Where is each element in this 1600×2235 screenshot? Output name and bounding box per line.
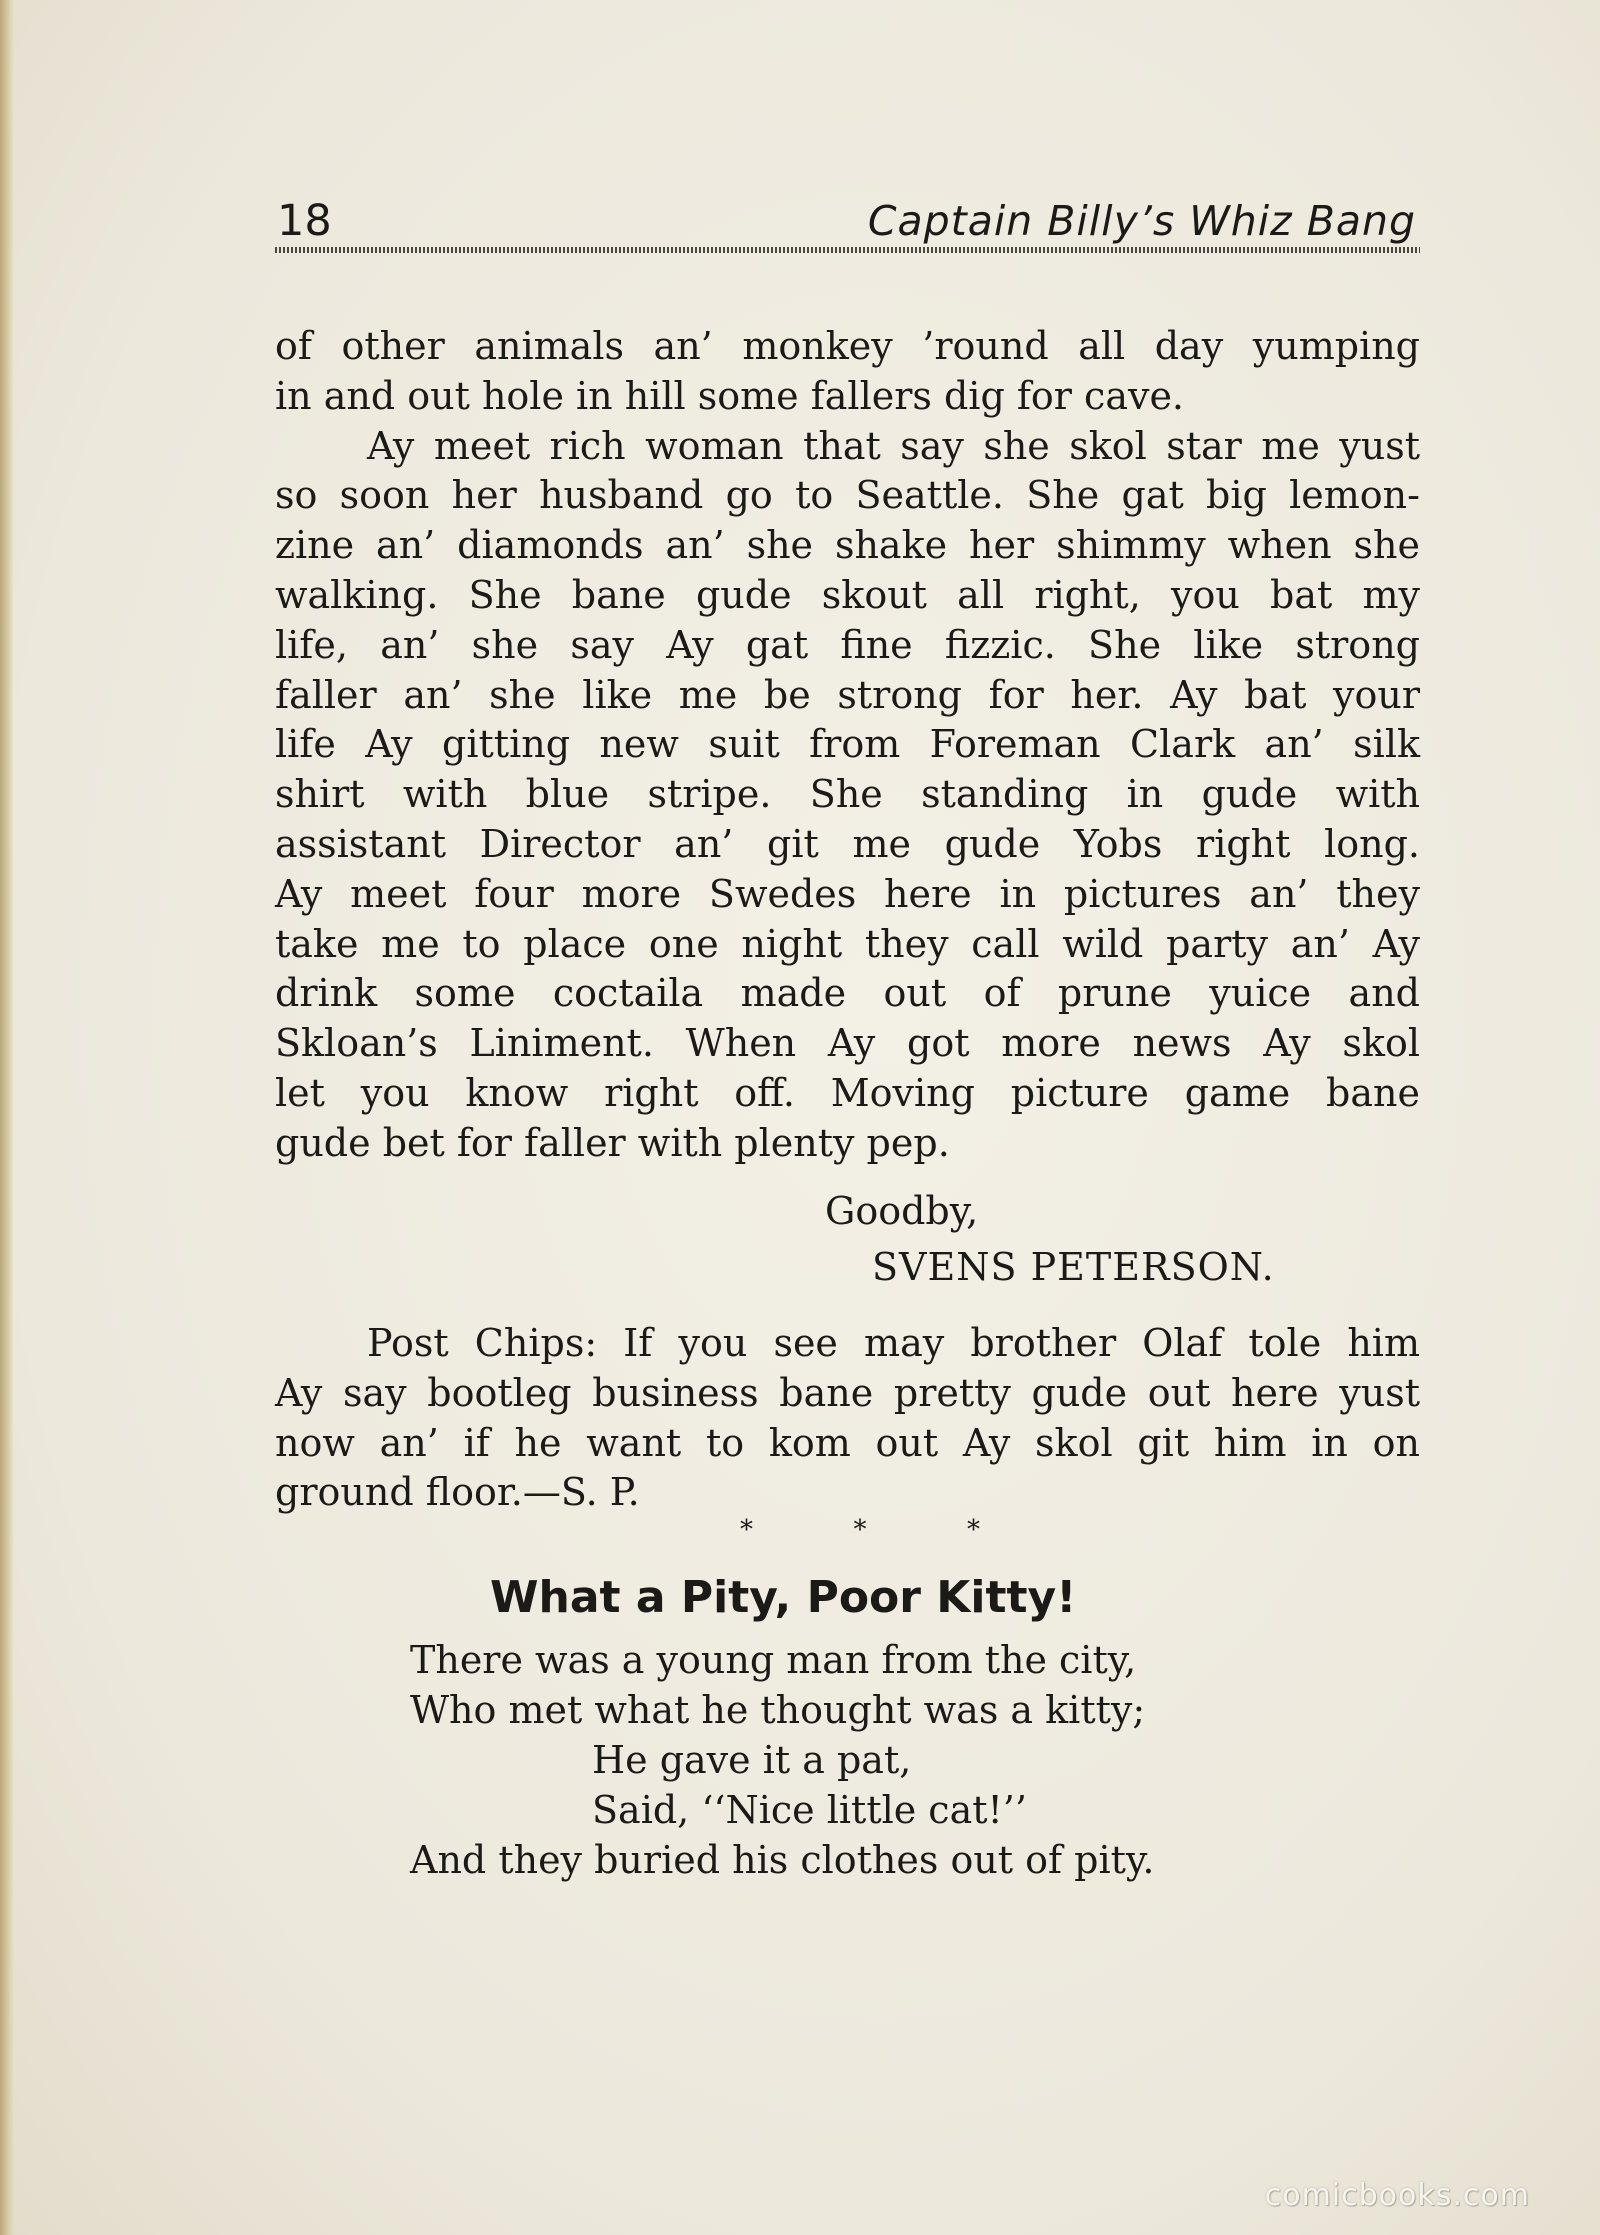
postscript-line: Post Chips: If you see may brother Olaf tole him (367, 1321, 1420, 1365)
page-number: 18 (277, 196, 332, 246)
body-line: shirt with blue stripe. She standing in gude with (275, 772, 1420, 817)
header-rule (275, 247, 1420, 253)
poem-line: There was a young man from the city, (410, 1638, 1137, 1682)
body-line: take me to place one night they call wild party an’ Ay (275, 921, 1420, 966)
letter-signature: SVENS PETERSON. (872, 1245, 1275, 1289)
poem-title: What a Pity, Poor Kitty! (490, 1572, 1077, 1623)
limerick (410, 1635, 1154, 1885)
body-line: drink some coctaila made out of prune yuice and (275, 971, 1420, 1016)
postscript-line: Ay say bootleg business bane pretty gude out here yust (275, 1370, 1420, 1415)
body-line: Ay meet rich woman that say she skol star me yust (367, 423, 1420, 468)
source-watermark: comicbooks.com (1264, 2178, 1530, 2213)
letter-closing: Goodby, (825, 1189, 979, 1233)
letter-body (275, 322, 1420, 1169)
body-line: gude bet for faller with plenty pep. (275, 1120, 950, 1165)
postscript (275, 1319, 1420, 1518)
poem-line: And they buried his clothes out of pity. (410, 1838, 1155, 1882)
postscript-line: ground floor.—S. P. (275, 1470, 640, 1515)
section-separator (740, 1515, 980, 1545)
body-line: of other animals an’ monkey ’round all day yumping (275, 324, 1420, 368)
page-header (275, 195, 1420, 255)
poem-line: Who met what he thought was a kitty; (410, 1688, 1146, 1732)
poem-line: Said, ‘‘Nice little cat!’’ (592, 1788, 1027, 1832)
body-line: Skloan’s Liniment. When Ay got more news Ay skol (275, 1021, 1420, 1066)
body-line: life, an’ she say Ay gat fine fizzic. She like strong (275, 622, 1420, 667)
postscript-line: now an’ if he want to kom out Ay skol git him in on (275, 1420, 1420, 1465)
body-line: let you know right off. Moving picture game bane (275, 1070, 1420, 1115)
asterisk: * (967, 1515, 980, 1545)
page-spine-edge (0, 0, 14, 2235)
body-line: in and out hole in hill some fallers dig for cave. (275, 373, 1185, 418)
poem-line: He gave it a pat, (592, 1738, 912, 1782)
asterisk: * (853, 1515, 867, 1545)
body-line: faller an’ she like me be strong for her. Ay bat your (275, 672, 1420, 717)
body-line: zine an’ diamonds an’ she shake her shimmy when she (275, 523, 1420, 568)
asterisk: * (740, 1515, 753, 1545)
body-line: walking. She bane gude skout all right, you bat my (275, 572, 1420, 617)
body-line: Ay meet four more Swedes here in pictures an’ they (275, 871, 1420, 916)
running-title: Captain Billy’s Whiz Bang (867, 197, 1416, 245)
body-line: so soon her husband go to Seattle. She gat big lemon- (275, 473, 1420, 518)
body-line: assistant Director an’ git me gude Yobs right long. (275, 821, 1420, 866)
body-line: life Ay gitting new suit from Foreman Clark an’ silk (275, 722, 1420, 767)
